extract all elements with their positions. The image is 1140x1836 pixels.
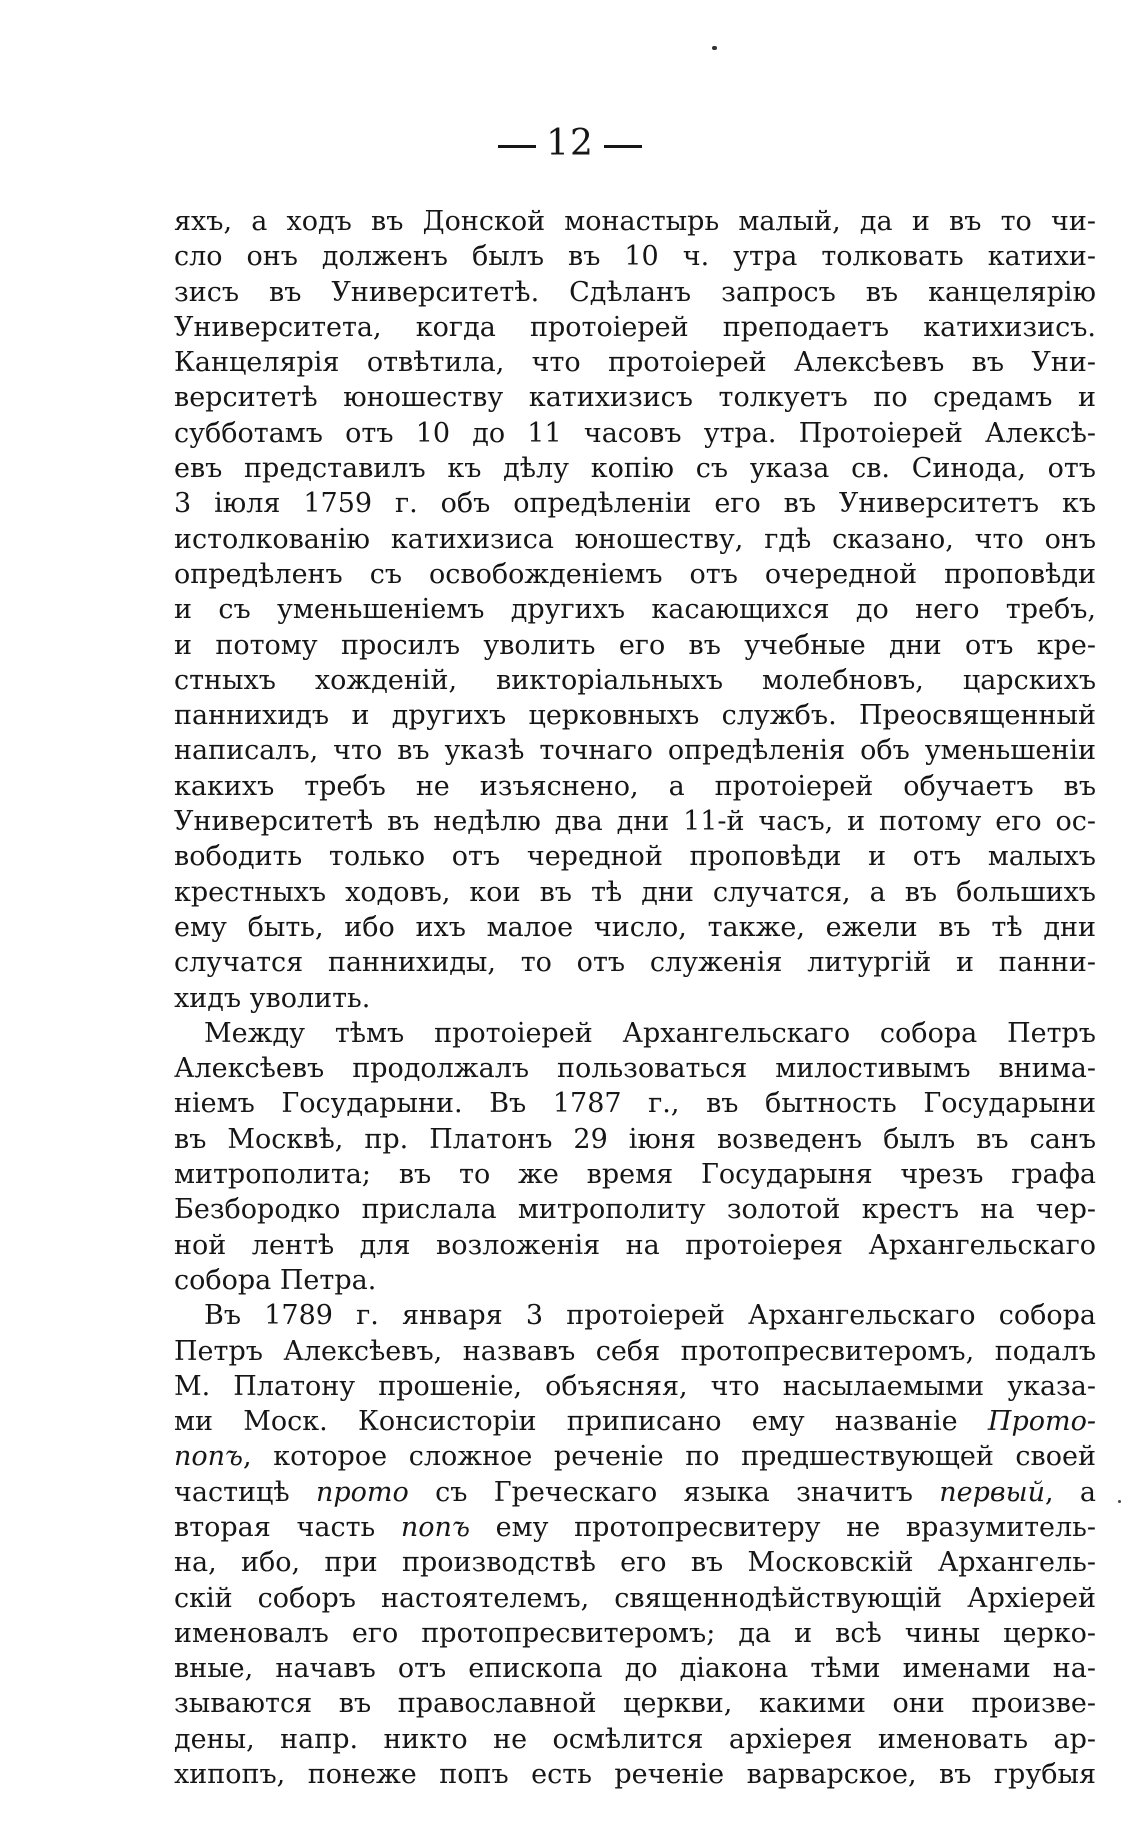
text-line: крестныхъ ходовъ, кои въ тѣ дни случатся, а въ большихъ xyxy=(174,876,1096,908)
paragraph-start-line: Въ 1789 г. января 3 протоіерей Архангельскаго собора xyxy=(204,1300,1096,1332)
text-line: евъ представилъ къ дѣлу копію съ указа св. Синода, отъ xyxy=(174,453,1096,485)
text-line: написалъ, что въ указѣ точнаго опредѣленія объ уменьшеніи xyxy=(174,735,1096,767)
text-line: вободить только отъ чередной проповѣди и отъ малыхъ xyxy=(174,841,1096,873)
text-line: Безбородко прислала митрополиту золотой крестъ на чер- xyxy=(174,1194,1096,1226)
text-line: 3 іюля 1759 г. объ опредѣленіи его въ Университетъ къ xyxy=(174,488,1096,520)
text-line xyxy=(174,1475,1096,1510)
text-line: въ Москвѣ, пр. Платонъ 29 іюня возведенъ былъ въ санъ xyxy=(174,1123,1096,1155)
text-line: Университета, когда протоіерей преподаетъ катихизисъ. xyxy=(174,311,1096,343)
text-line: Университетѣ въ недѣлю два дни 11-й часъ, и потому его ос- xyxy=(174,806,1096,838)
text-line: паннихидъ и другихъ церковныхъ службъ. Преосвященный xyxy=(174,700,1096,732)
body-text xyxy=(174,204,1096,1792)
text-run: вторая часть xyxy=(174,1511,401,1543)
page-number-value: 12 xyxy=(546,123,594,164)
text-run: ми Моск. Консисторіи приписано ему названіе xyxy=(174,1406,988,1438)
italic-term: попъ xyxy=(174,1441,244,1473)
text-line: Канцелярія отвѣтила, что протоіерей Алексѣевъ въ Уни- xyxy=(174,347,1096,379)
text-line: митрополита; въ то же время Государыня чрезъ графа xyxy=(174,1159,1096,1191)
page-number-dash-left xyxy=(498,145,536,148)
text-line: Петръ Алексѣевъ, назвавъ себя протопресвитеромъ, подалъ xyxy=(174,1335,1096,1367)
text-line: яхъ, а ходъ въ Донской монастырь малый, да и въ то чи- xyxy=(174,206,1096,237)
text-line: скій соборъ настоятелемъ, священнодѣйствующій Архіерей xyxy=(174,1582,1096,1614)
text-line: на, ибо, при производствѣ его въ Московскій Архангель- xyxy=(174,1547,1096,1579)
text-line: опредѣленъ съ освобожденіемъ отъ очередной проповѣди xyxy=(174,558,1096,590)
text-run: , а xyxy=(1044,1476,1096,1508)
text-line: зываются въ православной церкви, какими они произве- xyxy=(174,1688,1096,1720)
text-line: какихъ требъ не изъяснено, а протоіерей обучаетъ въ xyxy=(174,770,1096,802)
text-line: именовалъ его протопресвитеромъ; да и всѣ чины церко- xyxy=(174,1617,1096,1649)
italic-term: попъ xyxy=(400,1511,470,1543)
text-line: стныхъ хожденій, викторіальныхъ молебновъ, царскихъ xyxy=(174,664,1096,696)
page-number xyxy=(0,122,1140,166)
text-line: верситетѣ юношеству катихизисъ толкуетъ по средамъ и xyxy=(174,382,1096,414)
text-line: ной лентѣ для возложенія на протоіерея Архангельскаго xyxy=(174,1229,1096,1261)
text-line: ніемъ Государыни. Въ 1787 г., въ бытность Государыни xyxy=(174,1088,1096,1120)
paragraph-start-line: Между тѣмъ протоіерей Архангельскаго собора Петръ xyxy=(204,1017,1096,1049)
text-line: и съ уменьшеніемъ другихъ касающихся до него требъ, xyxy=(174,594,1096,626)
text-run: , которое сложное реченіе по предшествующей своей xyxy=(243,1441,1096,1473)
text-line: ему быть, ибо ихъ малое число, также, ежели въ тѣ дни xyxy=(174,911,1096,943)
text-line: истолкованію катихизиса юношеству, гдѣ сказано, что онъ xyxy=(174,523,1096,555)
text-line xyxy=(174,1510,1096,1545)
text-line: хипопъ, понеже попъ есть реченіе варварское, въ грубыя xyxy=(174,1759,1096,1791)
text-line: и потому просилъ уволить его въ учебные дни отъ кре- xyxy=(174,629,1096,661)
paragraph-end-line: хидъ уволить. xyxy=(174,982,371,1014)
text-line: случатся паннихиды, то отъ служенія литургій и панни- xyxy=(174,947,1096,979)
text-line: сло онъ долженъ былъ въ 10 ч. утра толковать катихи- xyxy=(174,241,1096,273)
text-run: ему протопресвитеру не вразумитель- xyxy=(469,1511,1096,1543)
text-line xyxy=(174,1439,1096,1474)
text-line: М. Платону прошеніе, объясняя, что насылаемыми указа- xyxy=(174,1370,1096,1402)
italic-term: Прото- xyxy=(987,1406,1096,1438)
ink-speck xyxy=(1118,1500,1121,1503)
text-line: зисъ въ Университетѣ. Сдѣланъ запросъ въ канцелярію xyxy=(174,276,1096,308)
italic-term: прото xyxy=(315,1476,409,1508)
page-number-dash-right xyxy=(604,145,642,148)
italic-term: первый xyxy=(939,1476,1045,1508)
ink-speck xyxy=(712,46,717,50)
text-line: субботамъ отъ 10 до 11 часовъ утра. Протоіерей Алексѣ- xyxy=(174,417,1096,449)
text-line xyxy=(174,1404,1096,1439)
text-line: Алексѣевъ продолжалъ пользоваться милостивымъ внима- xyxy=(174,1053,1096,1085)
text-line: вные, начавъ отъ епископа до діакона тѣми именами на- xyxy=(174,1653,1096,1685)
text-line: дены, напр. никто не осмѣлится архіерея именовать ар- xyxy=(174,1723,1096,1755)
paragraph-end-line: собора Петра. xyxy=(174,1264,377,1296)
text-run: частицѣ xyxy=(174,1476,316,1508)
text-run: съ Греческаго языка значитъ xyxy=(408,1476,940,1508)
